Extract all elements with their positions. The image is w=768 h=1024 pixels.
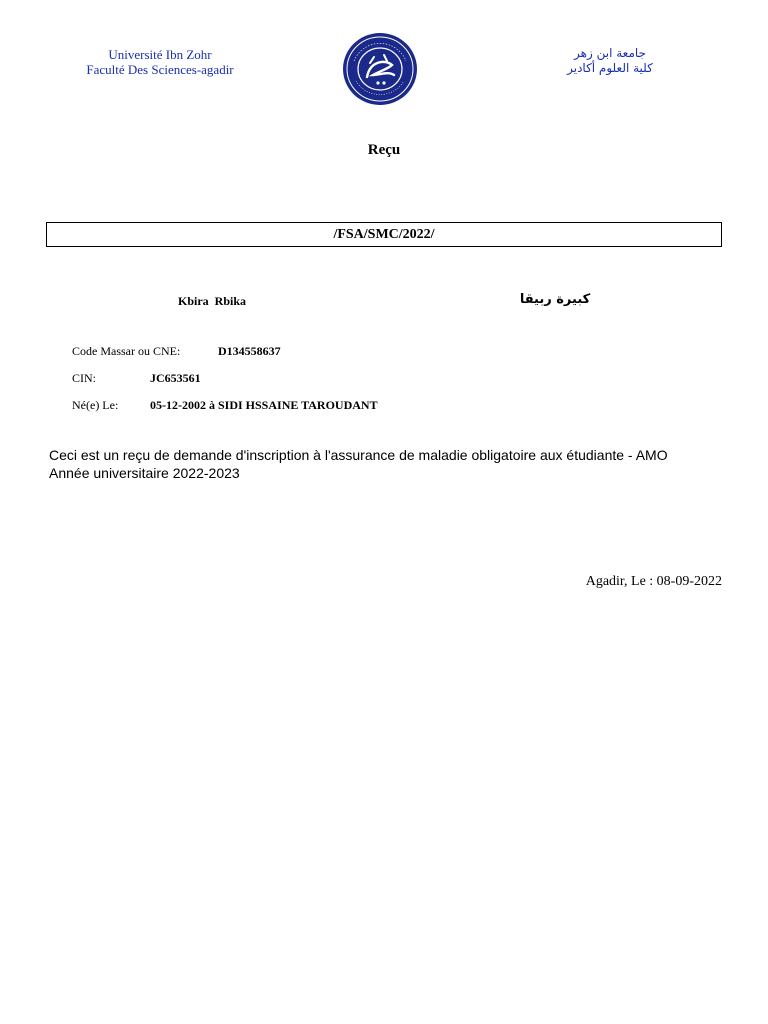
university-name-line: Université Ibn Zohr bbox=[108, 47, 212, 62]
university-seal-icon bbox=[340, 31, 420, 107]
student-name-arabic: كبيرة ربيقا bbox=[519, 292, 591, 307]
birth-value: 05-12-2002 à SIDI HSSAINE TAROUDANT bbox=[150, 398, 378, 412]
university-name-latin bbox=[60, 47, 260, 77]
student-name-latin: Kbira Rbika bbox=[178, 294, 247, 308]
statement-line: Ceci est un reçu de demande d'inscription à l'assurance de maladie obligatoire aux étudiante - AMO bbox=[49, 447, 668, 463]
cne-value: D134558637 bbox=[218, 344, 281, 358]
place-date-line: Agadir, Le : 08-09-2022 bbox=[585, 574, 722, 589]
document-title: Reçu bbox=[367, 142, 401, 158]
university-seal-graphic bbox=[340, 31, 420, 107]
faculty-name-line: Faculté Des Sciences-agadir bbox=[86, 62, 234, 77]
cin-value: JC653561 bbox=[150, 371, 201, 385]
faculty-name-arabic-line: كلية العلوم أكادير bbox=[567, 61, 653, 75]
academic-year-line: Année universitaire 2022-2023 bbox=[49, 465, 240, 481]
cin-label: CIN: bbox=[72, 371, 96, 385]
reference-number-box: /FSA/SMC/2022/ bbox=[46, 222, 722, 247]
cne-label: Code Massar ou CNE: bbox=[72, 344, 181, 358]
receipt-statement bbox=[49, 446, 739, 482]
university-name-arabic-line: جامعة ابن زهر bbox=[574, 46, 646, 60]
university-name-arabic bbox=[530, 46, 690, 76]
birth-label: Né(e) Le: bbox=[72, 398, 119, 412]
